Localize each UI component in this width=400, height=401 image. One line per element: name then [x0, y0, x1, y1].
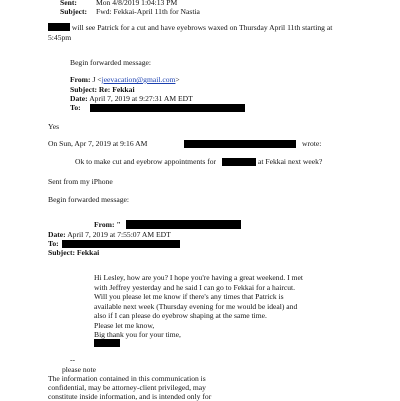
redaction-block: [94, 339, 120, 347]
forward2-subject: Subject: Fekkai: [48, 248, 100, 257]
body-line: available next week (Thursday evening for me would be ideal) and: [94, 302, 298, 311]
body-line: Big thank you for your time,: [94, 330, 181, 339]
forward2-date: Date: April 7, 2019 at 7:55:07 AM EDT: [48, 230, 171, 239]
reply-sent-from: Sent from my iPhone: [48, 177, 113, 186]
subject-label: Subject:: [60, 7, 87, 16]
forward1-subject: Subject: Re: Fekkai: [70, 85, 135, 94]
reply-begin: Begin forwarded message:: [48, 195, 129, 204]
footer-line: constitute inside information, and is intended only for: [48, 392, 212, 401]
body-line: Hi Lesley, how are you? I hope you're having a great weekend. I met: [94, 273, 303, 282]
reply-yes: Yes: [48, 122, 60, 131]
forward1-to-label: To:: [70, 103, 81, 112]
redaction-block: [222, 158, 256, 166]
subject-value: Fwd: Fekkai-April 11th for Nastia: [96, 7, 200, 16]
reply-on-prefix: On Sun, Apr 7, 2019 at 9:16 AM: [48, 139, 148, 148]
body-line: Will you please let me know if there's any times that Patrick is: [94, 292, 284, 301]
forward2-to-label: To:: [48, 239, 59, 248]
redaction-block: [62, 240, 180, 248]
body-line: Please let me know,: [94, 321, 155, 330]
redaction-block: [90, 104, 245, 112]
forward2-from: From: ": [94, 220, 121, 229]
redaction-block: [126, 220, 241, 229]
body-line: with Jeffrey yesterday and he said I can go to Fekkai for a haircut.: [94, 283, 296, 292]
redaction-block: [184, 140, 296, 148]
reply-wrote: wrote:: [302, 139, 322, 148]
top-message-line-1: will see Patrick for a cut and have eyebrows waxed on Thursday April 11th starting at: [48, 23, 332, 32]
top-message-line-2: 5:45pm: [48, 33, 72, 42]
forward1-begin: Begin forwarded message:: [70, 58, 151, 67]
forward1-from-email-link[interactable]: jeevacation@gmail.com: [101, 75, 176, 84]
footer-line: The information contained in this communication is: [48, 374, 206, 383]
sent-value: Mon 4/8/2019 1:04:13 PM: [96, 0, 178, 7]
sent-label: Sent:: [60, 0, 77, 7]
forward1-date: Date: April 7, 2019 at 9:27:31 AM EDT: [70, 94, 193, 103]
footer-dashes: --: [70, 355, 76, 364]
footer-please-note: please note: [62, 365, 96, 374]
body-line: also if I can please do eyebrow shaping at the same time.: [94, 311, 267, 320]
reply-quote-suffix: at Fekkai next week?: [258, 157, 323, 166]
redaction-block: [48, 23, 70, 31]
footer-line: confidential, may be attorney-client privileged, may: [48, 383, 206, 392]
forward1-from: From: J <jeevacation@gmail.com>: [70, 75, 180, 84]
reply-quote-prefix: Ok to make cut and eyebrow appointments for: [75, 157, 217, 166]
